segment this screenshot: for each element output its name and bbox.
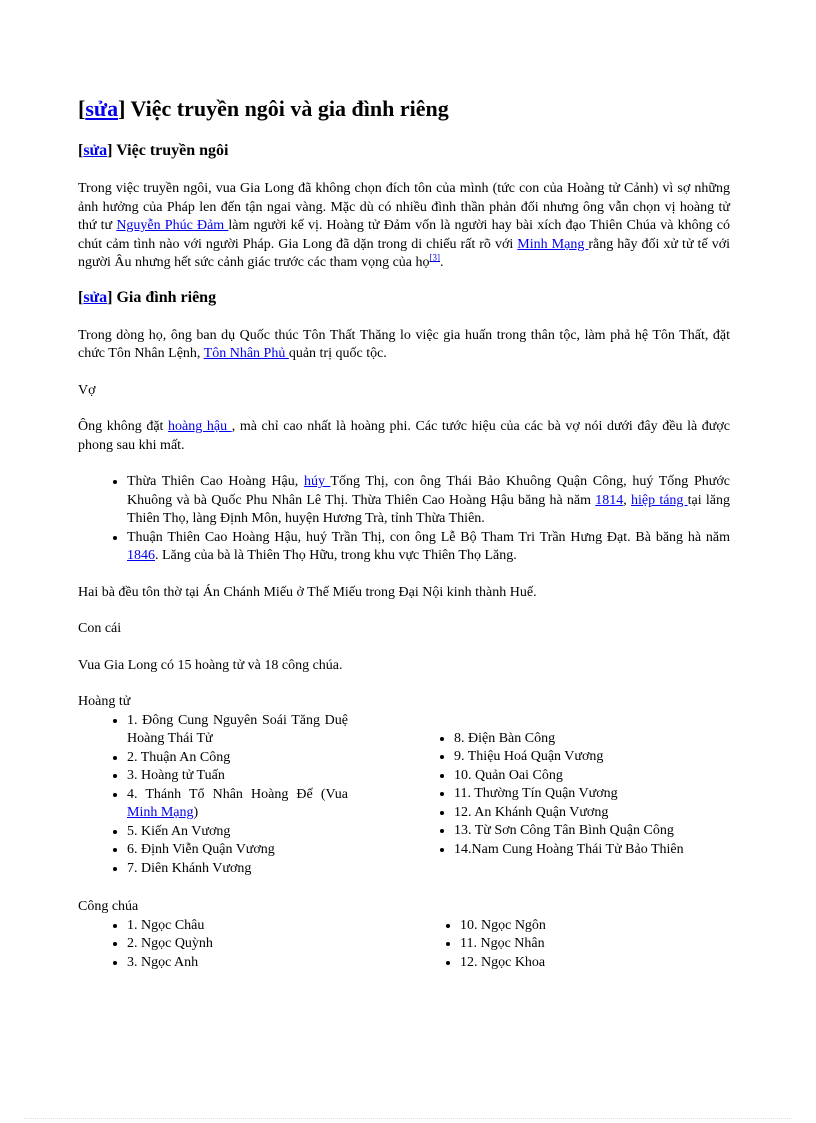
list-item: • 1. Đông Cung Nguyên Soái Tăng Duệ Hoàng Thái Tử [127,712,348,749]
heading-title: Việc truyền ngôi và gia đình riêng [130,96,449,121]
list-item: • 2. Ngọc Quỳnh [127,935,410,954]
list-item: • 12. An Khánh Quận Vương [454,804,730,823]
wives-intro: Ông không đặt hoàng hậu , mà chỉ cao nhất là hoàng phi. Các tước hiệu của các bà vợ nói dưới đây đều là được phong sau khi mất. [78,419,730,453]
princes-list-right [404,730,730,860]
heading-title: Việc truyền ngôi [116,142,229,159]
article-body [78,94,730,972]
link-hoang-hau[interactable]: hoàng hậu [168,419,232,434]
list-item: • 11. Thường Tín Quận Vương [454,785,730,804]
heading-family: [sửa] Gia đình riêng [78,288,217,306]
page-divider [24,1118,792,1119]
wives-closing: Hai bà đều tôn thờ tại Án Chánh Miếu ở Thế Miếu trong Đại Nội kinh thành Huế. [78,584,537,600]
link-huy[interactable]: húy [303,474,331,489]
princesses-list-left [78,917,410,973]
list-item: • 9. Thiệu Hoá Quận Vương [454,748,730,767]
list-item: • 8. Điện Bàn Công [454,730,730,749]
list-item: • 1. Ngọc Châu [127,917,410,936]
list-item: • 12. Ngọc Khoa [460,954,730,973]
link-1846[interactable]: 1846 [127,548,155,563]
list-item: • Thuận Thiên Cao Hoàng Hậu, huý Trần Thị, con ông Lễ Bộ Tham Tri Trần Hưng Đạt. Bà băng hà năm 1846. Lăng của bà là Thiên Thọ Hữu, trong khu vực Thiên Thọ Lăng. [127,529,730,566]
princes-label: Hoàng tử [78,694,131,709]
princes-list-left [78,712,404,879]
children-label: Con cái [78,621,122,636]
princesses-list-right [410,917,730,973]
list-item: • 3. Hoàng tử Tuấn [127,767,348,786]
link-hiep-tang[interactable]: hiệp táng [631,492,688,508]
princesses-label: Công chúa [78,899,139,914]
heading-succession: [sửa] Việc truyền ngôi [78,142,229,159]
list-item: • 13. Từ Sơn Công Tân Bình Quận Công [454,822,730,841]
list-item: • 14.Nam Cung Hoàng Thái Tử Bảo Thiên [454,841,730,860]
link-ton-nhan-phu[interactable]: Tôn Nhân Phủ [203,346,289,361]
link-nguyen-phuc-dam[interactable]: Nguyễn Phúc Đảm [116,218,229,233]
succession-paragraph: Trong việc truyền ngôi, vua Gia Long đã không chọn đích tôn của mình (tức con của Hoàng tử Cảnh) vì sợ những ảnh hưởng của Pháp len đến tận ngai vàng. Mặc dù có nhiều đình thần phản đối nhưng ông vẫn chọn vị hoàng tử thứ tư Nguyễn Phúc Đảm làm người kế vị. Hoàng tử Đảm vốn là người hay bài xích đạo Thiên Chúa và không có chút cảm tình nào với người Pháp. Gia Long đã dặn trong di chiếu rất rõ với Minh Mạng rằng hãy đối xử tử tế với người Âu nhưng hết sức cảnh giác trước các tham vọng của họ[3]. [78,181,730,270]
link-minh-mang[interactable]: Minh Mạng [517,236,589,252]
list-item: • 5. Kiến An Vương [127,823,348,842]
list-item: • 11. Ngọc Nhân [460,935,730,954]
heading-title: Gia đình riêng [116,288,217,306]
princesses-columns [78,917,730,973]
list-item: • 10. Quản Oai Công [454,767,730,786]
list-item: • 4. Thánh Tổ Nhân Hoàng Đế (Vua Minh Mạng) [127,786,348,823]
list-item: • 3. Ngọc Anh [127,954,410,973]
family-paragraph: Trong dòng họ, ông ban dụ Quốc thúc Tôn Thất Thăng lo việc gia huấn trong thân tộc, làm phả hệ Tôn Thất, đặt chức Tôn Nhân Lệnh, Tôn Nhân Phủ quản trị quốc tộc. [78,327,730,361]
edit-link[interactable]: sửa [83,288,108,306]
heading-succession-family: [sửa] Việc truyền ngôi và gia đình riêng [78,96,449,121]
list-item: • 6. Định Viễn Quận Vương [127,841,348,860]
link-1814[interactable]: 1814 [595,492,624,508]
wives-label: Vợ [78,382,96,398]
list-item: • Thừa Thiên Cao Hoàng Hậu, húy Tống Thị, con ông Thái Bảo Khuông Quận Công, huý Tống Phước Khuông và bà Quốc Phu Nhân Lê Thị. Thừa Thiên Cao Hoàng Hậu băng hà năm 1814, hiệp táng tại lăng Thiên Thọ, làng Định Môn, huyện Hương Trà, tỉnh Thừa Thiên. [127,473,730,529]
princes-columns [78,712,730,879]
edit-link[interactable]: sửa [85,96,119,121]
list-item: • 7. Diên Khánh Vương [127,860,348,879]
list-item: • 2. Thuận An Công [127,749,348,768]
children-summary: Vua Gia Long có 15 hoàng tử và 18 công chúa. [78,657,343,673]
wives-list [78,473,730,566]
list-item: • 10. Ngọc Ngôn [460,917,730,936]
edit-link[interactable]: sửa [83,142,108,159]
reference-link[interactable]: [3] [429,252,440,263]
link-minh-mang[interactable]: Minh Mạng [127,805,194,820]
